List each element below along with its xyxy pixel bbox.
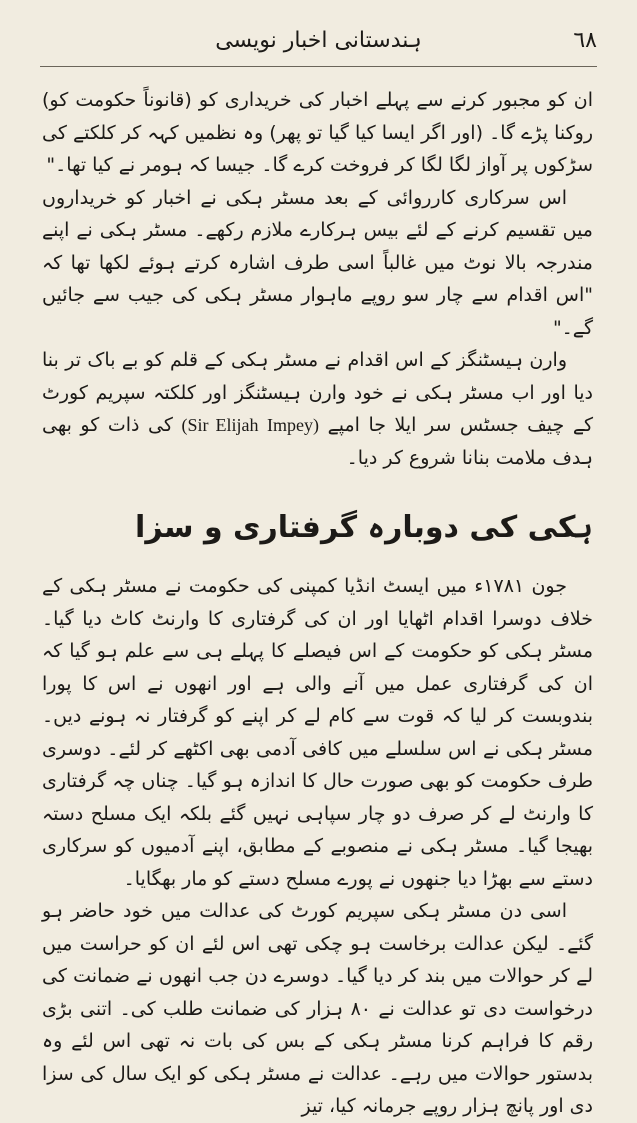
header-rule [40,66,597,67]
paragraph-court: اسی دن مسٹر ہکی سپریم کورٹ کی عدالت میں خود حاضر ہو گئے۔ لیکن عدالت برخاست ہو چکی تھی اس لئے ان کو حراست میں لے کر حوالات میں بند کر دیا گیا۔ دوسرے دن جب انھوں نے ضمانت کی درخواست دی تو عدالت نے ۸۰ ہزار کی ضمانت طلب کی۔ اتنی بڑی رقم کا فراہم کرنا مسٹر ہکی کے بس کی بات نہ تھی اس لئے وہ بدستور حوالات میں رہے۔ عدالت نے مسٹر ہکی کو ایک سال کی سزا دی اور پانچ ہزار روپے جرمانہ کیا، تیز [42,900,593,1117]
section-heading: ہکی کی دوبارہ گرفتاری و سزا [135,510,593,545]
latin-name-part-1: (Sir Elijah [181,415,259,435]
paragraph-hastings-end: کی ذات کو بھی ہدف ملامت بنانا شروع کر دیا۔ [42,414,593,469]
paragraph-second-arrest: جون ۱۷۸۱ء میں ایسٹ انڈیا کمپنی کی حکومت نے مسٹر ہکی کے خلاف دوسرا اقدام اٹھایا اور ان کی گرفتاری کا وارنٹ کاٹ دیا گیا۔ مسٹر ہکی کو حکومت کے اس فیصلے کا پہلے ہی سے علم ہو گیا کہ ان کی گرفتاری عمل میں آنے والی ہے اور انھوں نے اس کا پورا بندوبست کر لیا کہ قوت سے کام لے کر اپنے کو گرفتار نہ ہونے دیں۔ مسٹر ہکی نے اس سلسلے میں کافی آدمی بھی اکٹھے کر لئے۔ دوسری طرف حکومت کو بھی صورت حال کا اندازہ ہو گیا۔ چناں چہ گرفتاری کا وارنٹ لے کر صرف دو چار سپاہی نہیں گئے بلکہ ایک مسلح دستہ بھیجا گیا۔ مسٹر ہکی نے منصوبے کے مطابق، اپنے آدمیوں کو سرکاری دستے سے بھڑا دیا جنھوں نے پورے مسلح دستے کو مار بھگایا۔ [42,575,593,890]
paragraph-hastings-main: وارن ہیسٹنگز کے اس اقدام نے مسٹر ہکی کے قلم کو بے باک تر بنا دیا اور اب مسٹر ہکی نے خود وارن ہیسٹنگز اور کلکتہ سپریم کورٹ کے چیف جسٹس سر ایلا جا امپے [42,349,594,436]
page-header [40,28,597,62]
paragraph-hawkers: اس سرکاری کارروائی کے بعد مسٹر ہکی نے اخبار کو خریداروں میں تقسیم کرنے کے لئے بیس ہرکارے ملازم رکھے۔ مسٹر ہکی نے اپنے مندرجہ بالا نوٹ میں غالباً اسی طرف اشارہ کرتے ہوئے لکھا تھا کہ "اس اقدام سے چار سو روپے ماہوار مسٹر ہکی کی جیب سے جائیں گے۔" [42,186,593,339]
page-number: ٦٨ [573,28,597,53]
paragraph-quote-end: ان کو مجبور کرنے سے پہلے اخبار کی خریداری کو (قانوناً حکومت کو) روکنا پڑے گا۔ (اور اگر ایسا کیا گیا تو پھر) وہ نظمیں کہہ کر کلکتے کی سڑکوں پر آواز لگا لگا کر فروخت کرے گا۔ جیسا کہ ہومر نے کیا تھا۔" [42,89,593,176]
latin-name-part-2: Impey) [267,415,320,435]
running-title: ہندستانی اخبار نویسی [215,28,422,53]
body-text [42,84,593,1123]
paragraph-hastings [42,344,593,474]
